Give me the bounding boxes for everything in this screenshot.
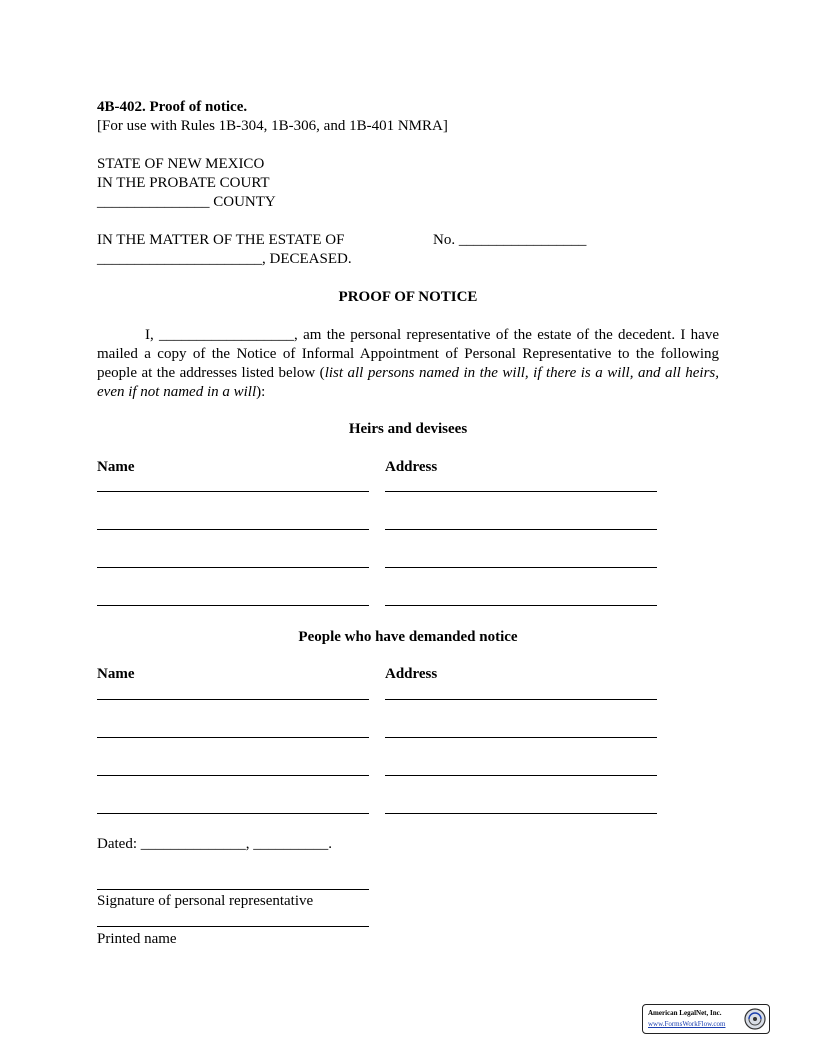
heirs-name-header: Name — [97, 459, 135, 475]
estate-caption: IN THE MATTER OF THE ESTATE OF — [97, 232, 345, 248]
statement-paragraph — [97, 326, 719, 402]
demanded-address-line-3[interactable] — [385, 775, 657, 776]
signature-label: Signature of personal representative — [97, 893, 314, 909]
case-number-field[interactable]: No. _________________ — [433, 232, 587, 248]
demanded-address-header: Address — [385, 666, 438, 682]
heir-name-line-2[interactable] — [97, 529, 369, 530]
logo-company-name: American LegalNet, Inc. — [648, 1009, 722, 1017]
demanded-name-header: Name — [97, 666, 135, 682]
demanded-address-line-4[interactable] — [385, 813, 657, 814]
heir-address-line-1[interactable] — [385, 491, 657, 492]
heir-address-line-3[interactable] — [385, 567, 657, 568]
demanded-name-line-4[interactable] — [97, 813, 369, 814]
county-field[interactable]: _______________ COUNTY — [97, 194, 276, 210]
globe-icon — [743, 1007, 767, 1031]
decedent-name-field[interactable]: ______________________, DECEASED. — [97, 251, 352, 267]
statement-text: I, __________________, am the personal representative of the estate of the decedent. I have mailed a copy of the Notice of Informal Appointment of Personal Representative to the following people at the addresses listed below ( — [97, 327, 719, 381]
signature-line[interactable] — [97, 889, 369, 890]
heir-address-line-2[interactable] — [385, 529, 657, 530]
dated-field[interactable]: Dated: ______________, __________. — [97, 836, 332, 852]
american-legalnet-logo[interactable] — [642, 1004, 770, 1034]
demanded-section-title: People who have demanded notice — [298, 629, 518, 645]
statement-instruction: list all persons named in the will, if there is a will, and all heirs, even if not named in a will — [97, 365, 720, 400]
court-name: IN THE PROBATE COURT — [97, 175, 270, 191]
heir-name-line-3[interactable] — [97, 567, 369, 568]
heir-name-line-4[interactable] — [97, 605, 369, 606]
rules-reference: [For use with Rules 1B-304, 1B-306, and 1B-401 NMRA] — [97, 118, 448, 134]
form-number-title: 4B-402. Proof of notice. — [97, 99, 248, 115]
demanded-name-line-3[interactable] — [97, 775, 369, 776]
form-title: PROOF OF NOTICE — [338, 289, 478, 305]
demanded-name-line-2[interactable] — [97, 737, 369, 738]
demanded-name-line-1[interactable] — [97, 699, 369, 700]
statement-end: ): — [256, 384, 266, 400]
printed-name-label: Printed name — [97, 931, 177, 947]
heirs-section-title: Heirs and devisees — [348, 421, 468, 437]
heir-name-line-1[interactable] — [97, 491, 369, 492]
demanded-address-line-1[interactable] — [385, 699, 657, 700]
state-name: STATE OF NEW MEXICO — [97, 156, 265, 172]
logo-url-link[interactable]: www.FormsWorkFlow.com — [648, 1020, 726, 1028]
demanded-address-line-2[interactable] — [385, 737, 657, 738]
heirs-address-header: Address — [385, 459, 438, 475]
printed-name-line[interactable] — [97, 926, 369, 927]
heir-address-line-4[interactable] — [385, 605, 657, 606]
